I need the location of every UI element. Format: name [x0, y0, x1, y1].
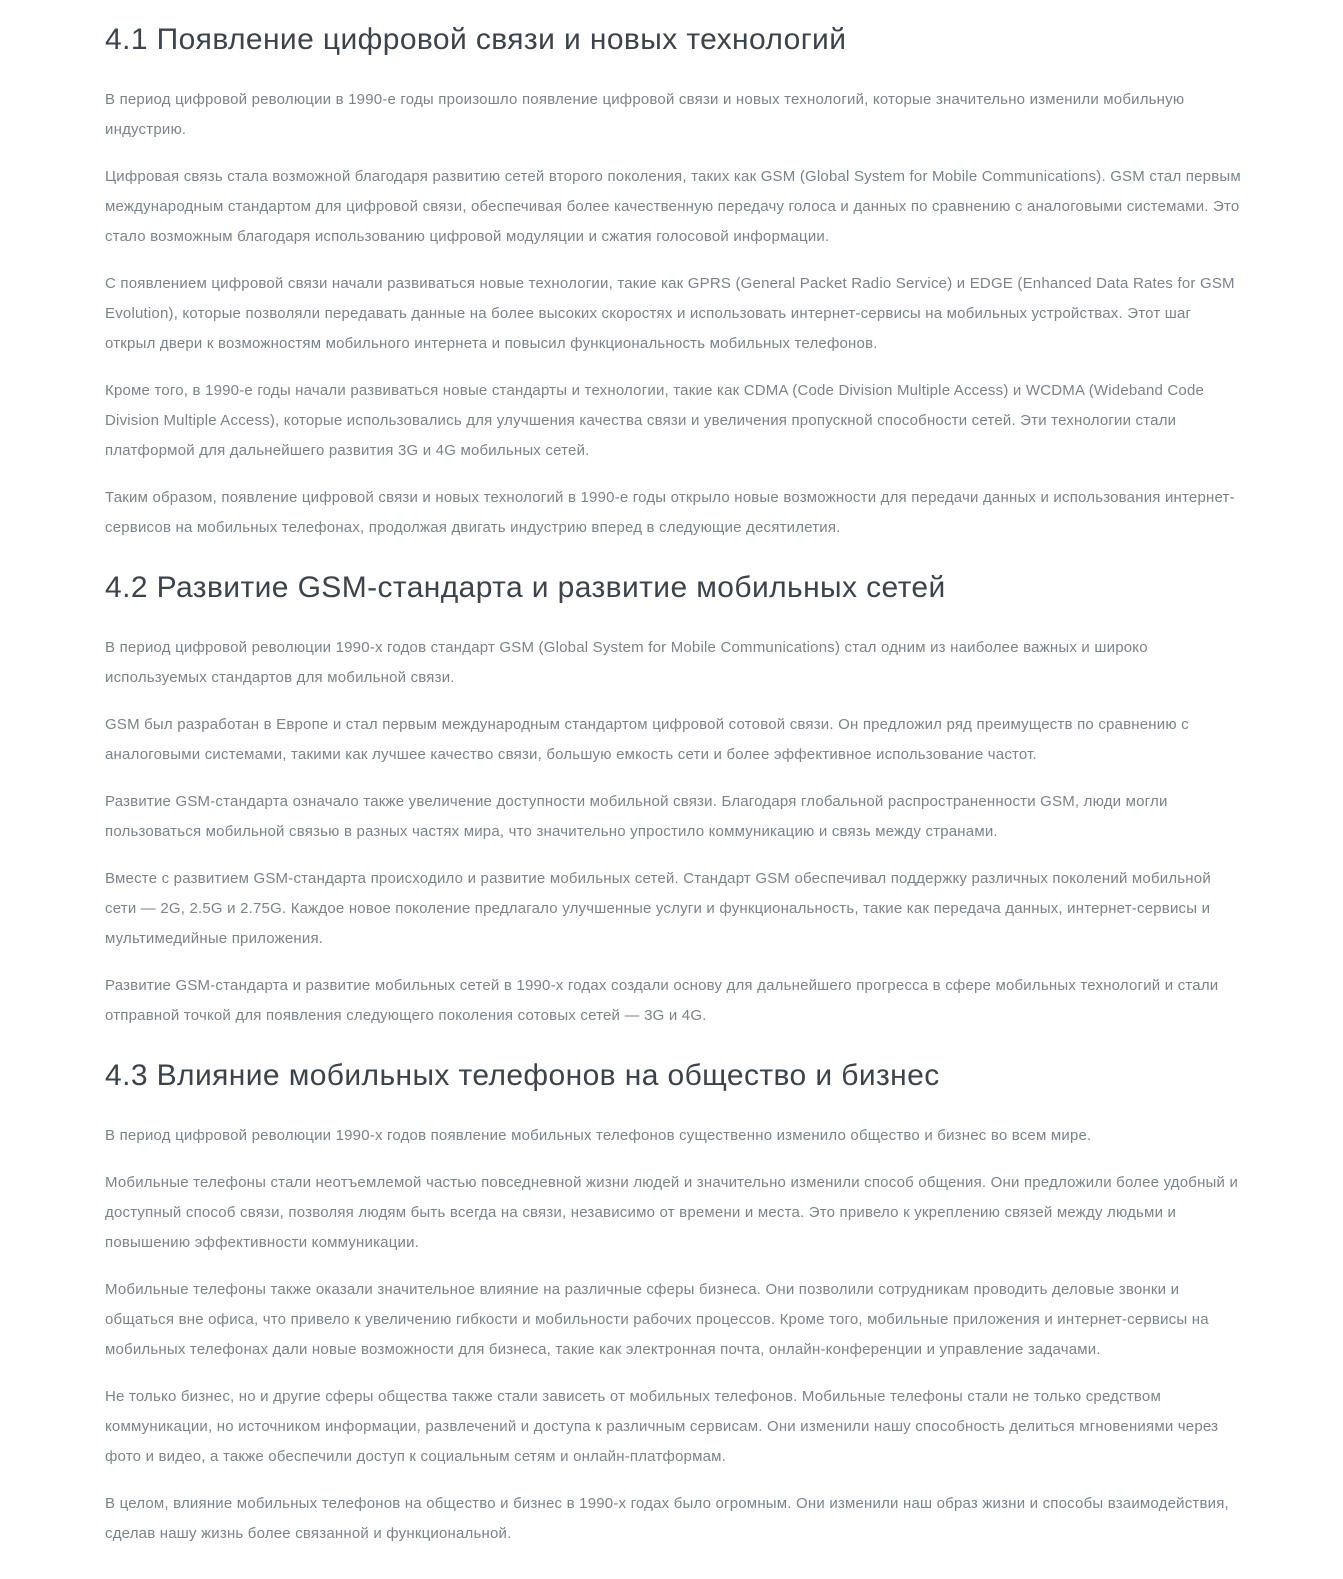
paragraph: Не только бизнес, но и другие сферы общества также стали зависеть от мобильных телефонов. Мобильные телефоны стали не только средством коммуникации, но источником информации, развлечений и доступа к различным сервисам. Они изменили нашу способность делиться мгновениями через фото и видео, а также обеспечили доступ к социальным сетям и онлайн-платформам. [105, 1388, 1219, 1465]
paragraph: Кроме того, в 1990-е годы начали развиваться новые стандарты и технологии, такие как CDMA (Code Division Multiple Access) и WCDMA (Wideband Code Division Multiple Access), которые использовались для улучшения качества связи и увеличения пропускной способности сетей. Эти технологии стали платформой для дальнейшего развития 3G и 4G мобильных сетей. [105, 382, 1205, 459]
paragraph: Вместе с развитием GSM-стандарта происходило и развитие мобильных сетей. Стандарт GSM обеспечивал поддержку различных поколений мобильной сети — 2G, 2.5G и 2.75G. Каждое новое поколение предлагало улучшенные услуги и функциональность, такие как передача данных, интернет-сервисы и мультимедийные приложения. [105, 870, 1211, 947]
paragraph: В целом, влияние мобильных телефонов на общество и бизнес в 1990-х годах было огромным. Они изменили наш образ жизни и способы взаимодействия, сделав нашу жизнь более связанной и функциональной. [105, 1495, 1229, 1542]
section-heading: 4.2 Развитие GSM-стандарта и развитие мобильных сетей [105, 571, 946, 604]
section-heading: 4.3 Влияние мобильных телефонов на общество и бизнес [105, 1059, 940, 1092]
paragraph: Мобильные телефоны также оказали значительное влияние на различные сферы бизнеса. Они позволили сотрудникам проводить деловые звонки и общаться вне офиса, что привело к увеличению гибкости и мобильности рабочих процессов. Кроме того, мобильные приложения и интернет-сервисы на мобильных телефонах дали новые возможности для бизнеса, такие как электронная почта, онлайн-конференции и управление задачами. [105, 1281, 1209, 1358]
paragraph: Мобильные телефоны стали неотъемлемой частью повседневной жизни людей и значительно изменили способ общения. Они предложили более удобный и доступный способ связи, позволяя людям быть всегда на связи, независимо от времени и места. Это привело к укреплению связей между людьми и повышению эффективности коммуникации. [105, 1174, 1239, 1251]
paragraph: Цифровая связь стала возможной благодаря развитию сетей второго поколения, таких как GSM (Global System for Mobile Communications). GSM стал первым международным стандартом для цифровой связи, обеспечивая более качественную передачу голоса и данных по сравнению с аналоговыми системами. Это стало возможным благодаря использованию цифровой модуляции и сжатия голосовой информации. [105, 168, 1241, 245]
paragraph: В период цифровой революции в 1990-е годы произошло появление цифровой связи и новых технологий, которые значительно изменили мобильную индустрию. [105, 91, 1185, 138]
section-4-1 [105, 22, 1243, 543]
paragraph: В период цифровой революции 1990-х годов появление мобильных телефонов существенно изменило общество и бизнес во всем мире. [105, 1127, 1092, 1144]
paragraph: Развитие GSM-стандарта и развитие мобильных сетей в 1990-х годах создали основу для дальнейшего прогресса в сфере мобильных технологий и стали отправной точкой для появления следующего поколения сотовых сетей — 3G и 4G. [105, 977, 1219, 1024]
paragraph: GSM был разработан в Европе и стал первым международным стандартом цифровой сотовой связи. Он предложил ряд преимуществ по сравнению с аналоговыми системами, такими как лучшее качество связи, большую емкость сети и более эффективное использование частот. [105, 716, 1189, 763]
paragraph: С появлением цифровой связи начали развиваться новые технологии, такие как GPRS (General Packet Radio Service) и EDGE (Enhanced Data Rates for GSM Evolution), которые позволяли передавать данные на более высоких скоростях и использовать интернет-сервисы на мобильных устройствах. Этот шаг открыл двери к возможностям мобильного интернета и повысил функциональность мобильных телефонов. [105, 275, 1235, 352]
section-4-2 [105, 570, 1243, 1031]
paragraph: Развитие GSM-стандарта означало также увеличение доступности мобильной связи. Благодаря глобальной распространенности GSM, люди могли пользоваться мобильной связью в разных частях мира, что значительно упростило коммуникацию и связь между странами. [105, 793, 1168, 840]
section-heading: 4.1 Появление цифровой связи и новых технологий [105, 23, 847, 56]
paragraph: В период цифровой революции 1990-х годов стандарт GSM (Global System for Mobile Communications) стал одним из наиболее важных и широко используемых стандартов для мобильной связи. [105, 639, 1148, 686]
paragraph: Таким образом, появление цифровой связи и новых технологий в 1990-е годы открыло новые возможности для передачи данных и использования интернет-сервисов на мобильных телефонах, продолжая двигать индустрию вперед в следующие десятилетия. [105, 489, 1235, 536]
section-4-3 [105, 1058, 1243, 1549]
